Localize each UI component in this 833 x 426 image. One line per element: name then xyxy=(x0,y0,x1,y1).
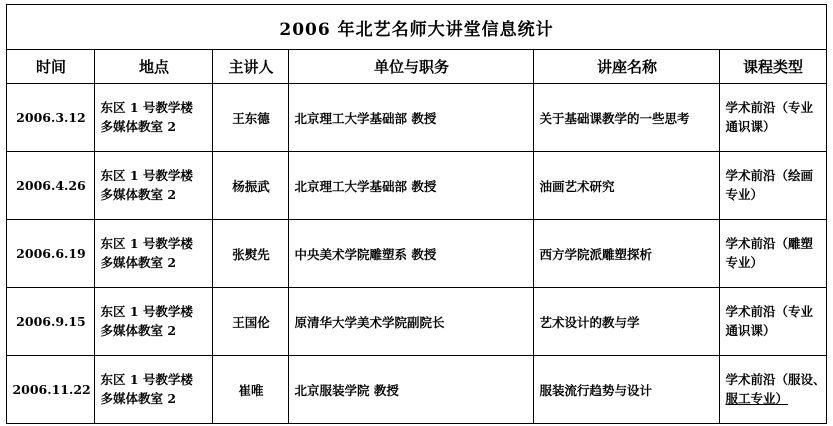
cell-unit: 北京理工大学基础部 教授 xyxy=(289,152,534,220)
column-header-place: 地点 xyxy=(95,50,213,84)
cell-place xyxy=(95,220,213,288)
column-header-lecture-name: 讲座名称 xyxy=(534,50,720,84)
table-row xyxy=(7,152,826,220)
table-row xyxy=(7,220,826,288)
cell-speaker: 张熨先 xyxy=(213,220,289,288)
cell-unit: 北京服装学院 教授 xyxy=(289,356,534,424)
cell-course-type-line2: 专业） xyxy=(725,186,763,202)
table-row xyxy=(7,288,826,356)
cell-unit: 中央美术学院雕塑系 教授 xyxy=(289,220,534,288)
cell-course-type-line2: 通识课） xyxy=(725,118,776,134)
cell-course-type-line1: 学术前沿（绘画 xyxy=(725,168,813,184)
cell-lecture: 西方学院派雕塑探析 xyxy=(534,220,720,288)
lecture-info-table xyxy=(6,4,826,424)
cell-course-type xyxy=(720,288,826,356)
table-title-row xyxy=(7,5,826,50)
cell-speaker: 崔唯 xyxy=(213,356,289,424)
document-page xyxy=(0,4,833,426)
cell-time: 2006.4.26 xyxy=(7,152,95,220)
cell-course-type-line2: 通识课） xyxy=(725,322,776,338)
cell-course-type xyxy=(720,220,826,288)
cell-speaker: 杨振武 xyxy=(213,152,289,220)
cell-lecture: 服装流行趋势与设计 xyxy=(534,356,720,424)
cell-course-type xyxy=(720,356,826,424)
column-header-unit-position: 单位与职务 xyxy=(289,50,534,84)
cell-lecture: 艺术设计的教与学 xyxy=(534,288,720,356)
cell-place-line2: 多媒体教室 2 xyxy=(100,118,177,134)
cell-time: 2006.6.19 xyxy=(7,220,95,288)
column-header-time: 时间 xyxy=(7,50,95,84)
cell-time: 2006.11.22 xyxy=(7,356,95,424)
cell-place xyxy=(95,356,213,424)
cell-place xyxy=(95,288,213,356)
cell-course-type-line1: 学术前沿（专业 xyxy=(725,304,813,320)
cell-place-line1: 东区 1 号教学楼 xyxy=(100,236,193,252)
cell-place-line1: 东区 1 号教学楼 xyxy=(100,304,193,320)
cell-place-line2: 多媒体教室 2 xyxy=(100,322,177,338)
cell-place-line1: 东区 1 号教学楼 xyxy=(100,168,193,184)
cell-place-line2: 多媒体教室 2 xyxy=(100,186,177,202)
cell-course-type-line2: 服工专业） xyxy=(725,390,788,406)
column-header-speaker: 主讲人 xyxy=(213,50,289,84)
cell-course-type-line2: 专业） xyxy=(725,254,763,270)
table-row xyxy=(7,356,826,424)
cell-time: 2006.9.15 xyxy=(7,288,95,356)
cell-time: 2006.3.12 xyxy=(7,84,95,152)
cell-place-line1: 东区 1 号教学楼 xyxy=(100,372,193,388)
page-title: 2006 年北艺名师大讲堂信息统计 xyxy=(7,5,826,50)
cell-course-type-line1: 学术前沿（雕塑 xyxy=(725,236,813,252)
cell-course-type-line1: 学术前沿（专业 xyxy=(725,100,813,116)
cell-course-type-line1: 学术前沿（服设、 xyxy=(725,372,826,388)
column-header-course-type: 课程类型 xyxy=(720,50,826,84)
cell-place xyxy=(95,152,213,220)
cell-place-line1: 东区 1 号教学楼 xyxy=(100,100,193,116)
cell-course-type xyxy=(720,84,826,152)
cell-lecture: 关于基础课教学的一些思考 xyxy=(534,84,720,152)
cell-lecture: 油画艺术研究 xyxy=(534,152,720,220)
cell-place-line2: 多媒体教室 2 xyxy=(100,254,177,270)
cell-unit: 北京理工大学基础部 教授 xyxy=(289,84,534,152)
table-row xyxy=(7,84,826,152)
table-header-row xyxy=(7,50,826,84)
cell-speaker: 王东德 xyxy=(213,84,289,152)
cell-place xyxy=(95,84,213,152)
cell-speaker: 王国伦 xyxy=(213,288,289,356)
cell-course-type xyxy=(720,152,826,220)
cell-unit: 原清华大学美术学院副院长 xyxy=(289,288,534,356)
cell-place-line2: 多媒体教室 2 xyxy=(100,390,177,406)
